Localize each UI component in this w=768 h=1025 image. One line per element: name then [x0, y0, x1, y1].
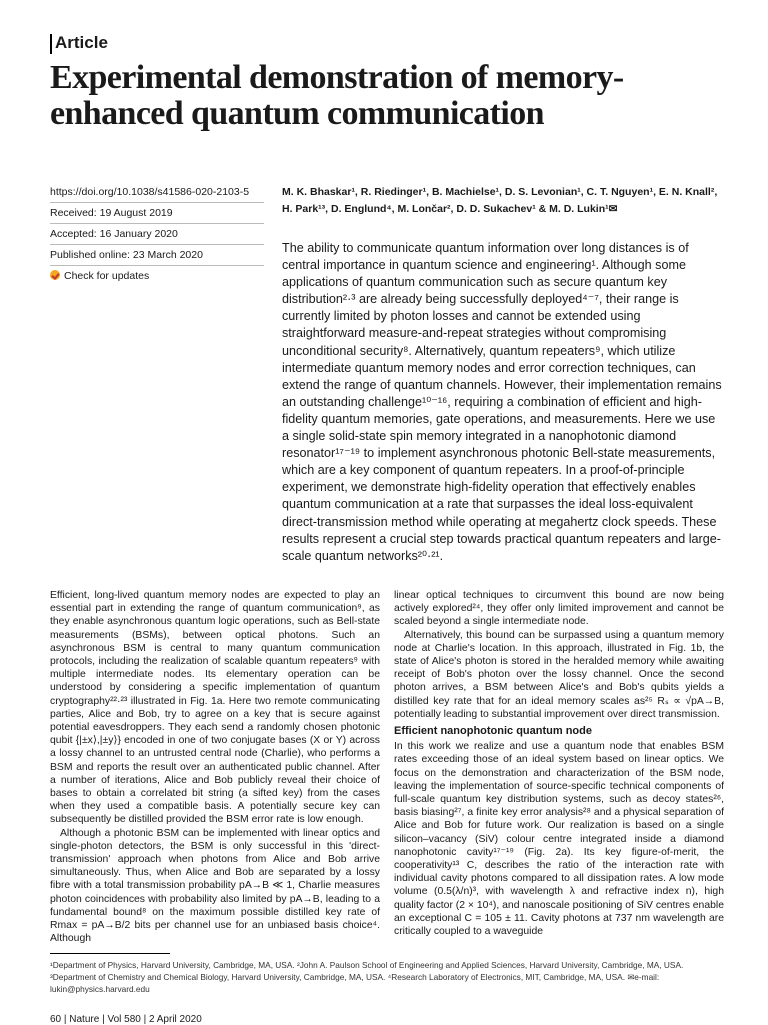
article-type-label: Article: [55, 33, 108, 52]
body-paragraph: Efficient, long-lived quantum memory nodes are expected to play an essential part in extending the range of quantum communication⁹, as they enable asynchronous quantum logic operations, such as Bell-state measurements (BSMs), between optical photons. Such an asynchronous BSM is central to many quantum communication protocols, including the realization of scalable quantum repeaters⁹ with multiple intermediate nodes. Its elementary operation can be understood by considering a specific implementation of quantum cryptography²²·²³ illustrated in Fig. 1a. Here two remote communicating parties, Alice and Bob, try to agree on a key that is secure against potential eavesdroppers. They each send a randomly chosen photonic qubit {|±x⟩,|±y⟩} encoded in one of two conjugate bases (X or Y) across a lossy channel to an untrusted central node (Charlie), who performs a BSM and reports the result over an authenticated public channel. After a number of iterations, Alice and Bob publicly reveal their choice of bases to obtain a correlated bit string (a sifted key) from the cases when they used a compatible basis. A potentially secure key can subsequently be distilled provided the BSM error rate is low enough.: [50, 590, 380, 826]
body-paragraph: In this work we realize and use a quantum node that enables BSM rates exceeding those of an ideal system based on linear optics. We focus on the demonstration and characterization of the BSM node, leaving the implementation of source-specific technical components of full-scale quantum key distribution systems, such as decoy states²⁶, basis biasing²⁷, a finite key error analysis²⁸ and a physical separation of Alice and Bob for future work. Our realization is based on a single silicon–vacancy (SiV) colour centre integrated inside a diamond nanophotonic cavity¹⁷⁻¹⁹ (Fig. 2a). Its key figure-of-merit, the cooperativity¹³ C, describes the ratio of the interaction rate with individual cavity photons compared to all dissipation rates. A low mode volume (0.5(λ/n)³, with wavelength λ and refractive index n), high quality factor (2 × 10⁴), and nanoscale positioning of SiV centres enable an exceptional C = 105 ± 11. Cavity photons at 737 nm wavelength are critically coupled to a waveguide: [394, 741, 724, 938]
check-updates-label: Check for updates: [64, 270, 150, 282]
article-type-bar: [50, 34, 52, 54]
section-heading: Efficient nanophotonic quantum node: [394, 725, 592, 738]
abstract: The ability to communicate quantum information over long distances is of central importance in quantum science and engineering¹. Although some applications of quantum communication such as secure quantum key distribution²·³ are already being successfully deployed⁴⁻⁷, their range is currently limited by photon losses and cannot be extended using straightforward measure-and-repeat strategies without compromising unconditional security⁸. Alternatively, quantum repeaters⁹, which utilize intermediate quantum memory nodes and error correction techniques, can extend the range of quantum channels. However, their implementation remains an outstanding challenge¹⁰⁻¹⁶, requiring a combination of efficient and high-fidelity quantum memories, gate operations, and measurements. Here we use a single solid-state spin memory integrated in a nanophotonic diamond resonator¹⁷⁻¹⁹ to implement asynchronous photonic Bell-state measurements, which are a key component of quantum repeaters. In a proof-of-principle experiment, we demonstrate high-fidelity operation that effectively enables quantum communication at a rate that surpasses the ideal loss-equivalent direct-transmission method while operating at megahertz clock speeds. These results represent a crucial step towards practical quantum repeaters and large-scale quantum networks²⁰·²¹.: [282, 241, 722, 563]
doi-link[interactable]: https://doi.org/10.1038/s41586-020-2103-5: [50, 182, 264, 203]
footnote-rule: [50, 953, 170, 954]
author-list: M. K. Bhaskar¹, R. Riedinger¹, B. Machielse¹, D. S. Levonian¹, C. T. Nguyen¹, E. N. Knall², H. Park¹³, D. Englund⁴, M. Lončar², D. D. Sukachev¹ & M. D. Lukin¹✉: [282, 186, 718, 215]
page-footer: 60 | Nature | Vol 580 | 2 April 2020: [50, 1014, 202, 1025]
article-meta: [50, 182, 264, 286]
published-date: Published online: 23 March 2020: [50, 245, 264, 266]
received-date: Received: 19 August 2019: [50, 203, 264, 224]
check-updates-button[interactable]: [50, 266, 264, 286]
body-paragraph: Alternatively, this bound can be surpassed using a quantum memory node at Charlie's location. In this approach, illustrated in Fig. 1b, the state of Alice's photon is stored in the heralded memory while awaiting receipt of Bob's photon over the lossy channel. Once the second photon arrives, a BSM between Alice's and Bob's qubits yields a distilled key rate that for an ideal memory scales as²⁵ Rₛ ∝ √pA→B, potentially leading to substantial improvement over direct transmission.: [394, 629, 724, 720]
article-title: Experimental demonstration of memory-enhanced quantum communication: [50, 59, 624, 132]
body-right-column: [394, 589, 724, 938]
body-left-column: [50, 589, 380, 945]
body-paragraph: linear optical techniques to circumvent this bound are now being actively explored²⁴, they offer only limited improvement and cannot be scaled beyond a single intermediate node.: [394, 590, 724, 628]
affiliations-footnote: ¹Department of Physics, Harvard University, Cambridge, MA, USA. ²John A. Paulson School of Engineering and Applied Sciences, Harvard University, Cambridge, MA, USA. ³Department of Chemistry and Chemical Biology, Harvard University, Cambridge, MA, USA. ⁴Research Laboratory of Electronics, MIT, Cambridge, MA, USA. ✉e-mail: lukin@physics.harvard.edu: [50, 960, 684, 994]
check-updates-icon: [50, 270, 60, 280]
accepted-date: Accepted: 16 January 2020: [50, 224, 264, 245]
body-paragraph: Although a photonic BSM can be implemented with linear optics and single-photon detectors, the BSM is only successful in this 'direct-transmission' approach when photons from Alice and Bob arrive simultaneously. Thus, when Alice and Bob are separated by a lossy fibre with a total transmission probability pA→B ≪ 1, Charlie measures photon coincidences with probability also limited by pA→B, leading to a fundamental bound⁸ on the maximum possible distilled key rate of Rmax = pA→B/2 bits per channel use for an unbiased basis choice⁴. Although: [50, 827, 380, 945]
